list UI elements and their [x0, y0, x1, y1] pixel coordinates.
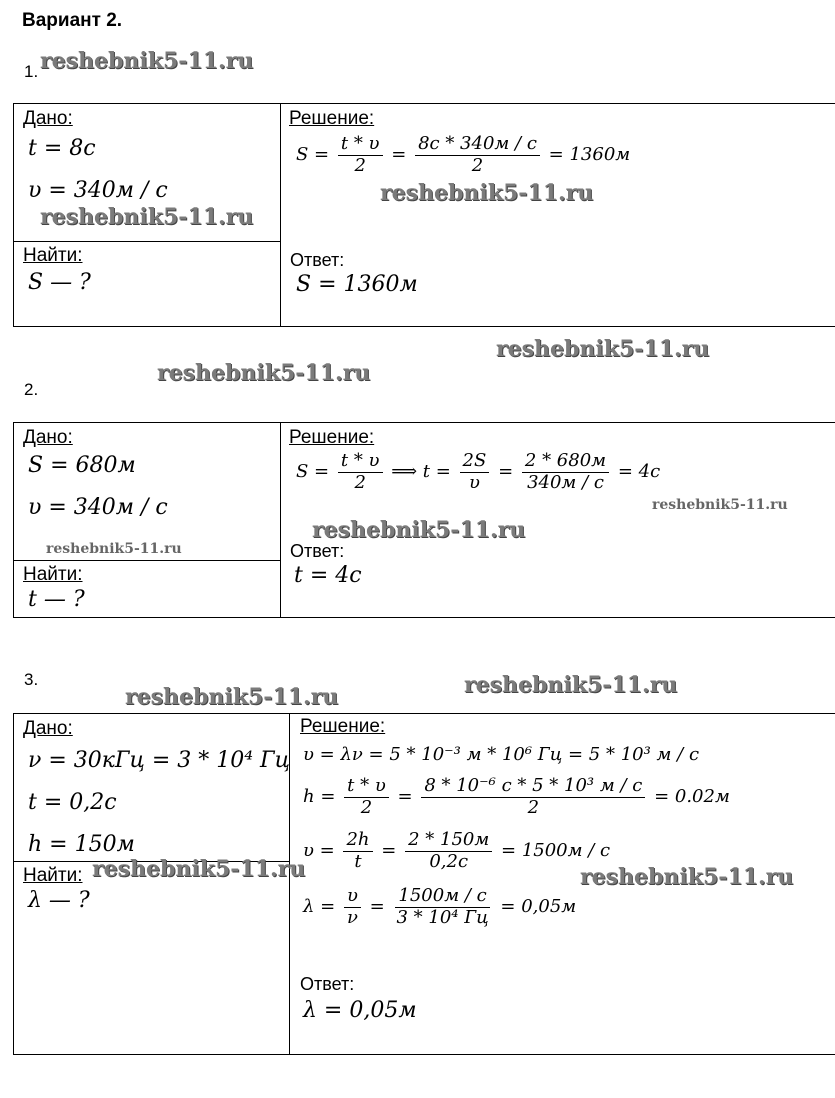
- watermark: reshebnik5-11.ru: [580, 864, 794, 890]
- problem-1-number: 1.: [24, 62, 39, 81]
- answer-label: Ответ:: [290, 541, 345, 561]
- given-value: υ = 340м / с: [28, 495, 168, 520]
- solution-label: Решение:: [300, 716, 386, 737]
- find-label: Найти:: [23, 245, 83, 266]
- problem-2-number: 2.: [24, 380, 39, 399]
- solution-line-3: υ = $\frac{2h}{t}$ = $\frac{2 * 150м}{0,2с}$ = 1500м / с: [303, 829, 611, 872]
- answer-label: Ответ:: [290, 250, 345, 270]
- given-value: t = 0,2с: [28, 790, 117, 815]
- given-value: ν = 30кГц = 3 * 10⁴ Гц: [28, 748, 290, 773]
- problem-3-table: [13, 713, 835, 1055]
- watermark: reshebnik5-11.ru: [92, 856, 306, 882]
- solution-line-4: λ = $\frac{\upsilon}{\nu}$ = $\frac{1500м / с}{\text{3 * 10⁴ Гц}}$ = 0,05м: [303, 885, 577, 928]
- given-value: t = 8с: [28, 136, 96, 161]
- answer-value: S = 1360м: [296, 272, 418, 297]
- problem-1-table: [13, 103, 835, 327]
- watermark: reshebnik5-11.ru: [46, 541, 182, 557]
- answer-value: t = 4с: [294, 563, 362, 588]
- find-value: S — ?: [28, 270, 91, 295]
- solution-line-1: υ = λν = 5 * 10⁻³ м * 10⁶ Гц = 5 * 10³ м / с: [303, 744, 700, 765]
- watermark: reshebnik5-11.ru: [496, 336, 710, 362]
- watermark: reshebnik5-11.ru: [40, 204, 254, 230]
- given-value: S = 680м: [28, 453, 136, 478]
- solution-label: Решение:: [289, 108, 375, 129]
- given-label: Дано:: [23, 108, 73, 129]
- find-label: Найти:: [23, 865, 83, 886]
- solution-equation: S = $\frac{t * \upsilon}{2}$ ⟹ t = $\frac{2S}{\upsilon}$ = $\frac{2 * 680м}{340м / с}$ = 4с: [296, 450, 661, 493]
- watermark: reshebnik5-11.ru: [125, 684, 339, 710]
- answer-label: Ответ:: [300, 974, 355, 994]
- watermark: reshebnik5-11.ru: [380, 180, 594, 206]
- given-value: h = 150м: [28, 832, 135, 857]
- find-value: λ — ?: [28, 888, 90, 913]
- given-label: Дано:: [23, 718, 73, 739]
- watermark: reshebnik5-11.ru: [40, 48, 254, 74]
- given-value: υ = 340м / с: [28, 178, 168, 203]
- problem-2-table: [13, 422, 835, 618]
- problem-3-number: 3.: [24, 670, 39, 689]
- watermark: reshebnik5-11.ru: [157, 360, 371, 386]
- page-title: Вариант 2.: [22, 10, 123, 31]
- watermark: reshebnik5-11.ru: [464, 672, 678, 698]
- answer-value: λ = 0,05м: [303, 998, 417, 1023]
- watermark: reshebnik5-11.ru: [652, 497, 788, 513]
- solution-label: Решение:: [289, 427, 375, 448]
- solution-line-2: h = $\frac{t * \upsilon}{2}$ = $\frac{\text{8 * 10⁻⁶ с * 5 * 10³ м / с}}{2}$ = 0.02м: [303, 775, 730, 818]
- given-label: Дано:: [23, 427, 73, 448]
- watermark: reshebnik5-11.ru: [312, 517, 526, 543]
- find-value: t — ?: [28, 587, 85, 612]
- solution-equation: S = $\frac{t * \upsilon}{2}$ = $\frac{8с * 340м / с}{2}$ = 1360м: [296, 133, 631, 176]
- find-label: Найти:: [23, 564, 83, 585]
